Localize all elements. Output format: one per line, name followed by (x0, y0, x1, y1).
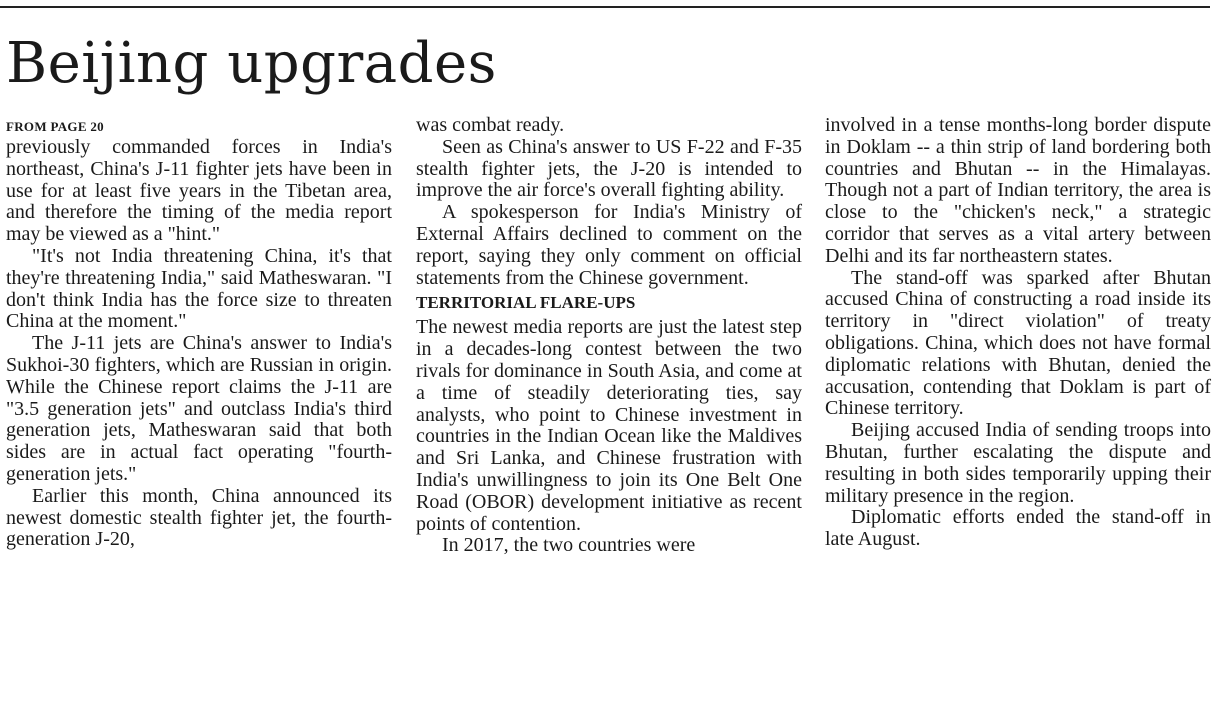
column3-paragraph-1: involved in a tense months-long border dispute in Doklam -- a thin strip of land bordering both countries and Bhutan -- in the Himalayas. Though not a part of Indian territory, the area is close to the "chicken's neck," a strategic corridor that serves as a vital artery between Delhi and its far northeastern states. (825, 114, 1211, 267)
column2-paragraph-2: Seen as China's answer to US F-22 and F-35 stealth fighter jets, the J-20 is intended to improve the air force's overall fighting ability. (416, 135, 802, 202)
column2-paragraph-3: A spokesperson for India's Ministry of External Affairs declined to comment on the report, saying they only comment on official statements from the Chinese government. (416, 201, 802, 289)
column1-paragraph-1: previously commanded forces in India's northeast, China's J-11 fighter jets have been in use for at least five years in the Tibetan area, and therefore the timing of the media report may be viewed as a "hint." (6, 136, 392, 246)
column2-paragraph-4: The newest media reports are just the latest step in a decades-long contest between the two rivals for dominance in South Asia, and come at a time of steadily deteriorating ties, say analysts, who point to Chinese investment in countries in the Indian Ocean like the Maldives and Sri Lanka, and Chinese frustration with India's unwillingness to join its One Belt One Road (OBOR) development initiative as recent points of contention. (416, 316, 802, 535)
top-rule (0, 6, 1210, 8)
column1-paragraph-3: The J-11 jets are China's answer to India's Sukhoi-30 fighters, which are Russian in origin. While the Chinese report claims the J-11 are "3.5 generation jets" and outclass India's third generation jets, Matheswaran said that both sides are in actual fact operating "fourth-generation jets." (6, 332, 392, 485)
column3-paragraph-3: Beijing accused India of sending troops into Bhutan, further escalating the dispute and resulting in both sides temporarily upping their military presence in the region. (825, 419, 1211, 507)
article-column-2 (416, 115, 802, 557)
column1-paragraph-2: "It's not India threatening China, it's that they're threatening India," said Matheswaran. "I don't think India has the force size to threaten China at the moment." (6, 244, 392, 333)
column3-paragraph-2: The stand-off was sparked after Bhutan accused China of constructing a road inside its territory in "direct violation" of treaty obligations. China, which does not have formal diplomatic relations with Bhutan, denied the accusation, contending that Doklam is part of Chinese territory. (825, 266, 1211, 420)
subheading-territorial-flare-ups: TERRITORIAL FLARE-UPS (416, 293, 636, 313)
article-column-3 (825, 115, 1211, 551)
column3-paragraph-4: Diplomatic efforts ended the stand-off in late August. (825, 506, 1211, 551)
article-column-1 (6, 117, 392, 551)
kicker-from-page: FROM PAGE 20 (6, 119, 104, 134)
column1-paragraph-4: Earlier this month, China announced its newest domestic stealth fighter jet, the fourth-generation J-20, (6, 484, 392, 551)
column2-paragraph-1: was combat ready. (416, 114, 565, 136)
headline: Beijing upgrades (6, 31, 497, 96)
column2-paragraph-5: In 2017, the two countries were (442, 534, 696, 557)
